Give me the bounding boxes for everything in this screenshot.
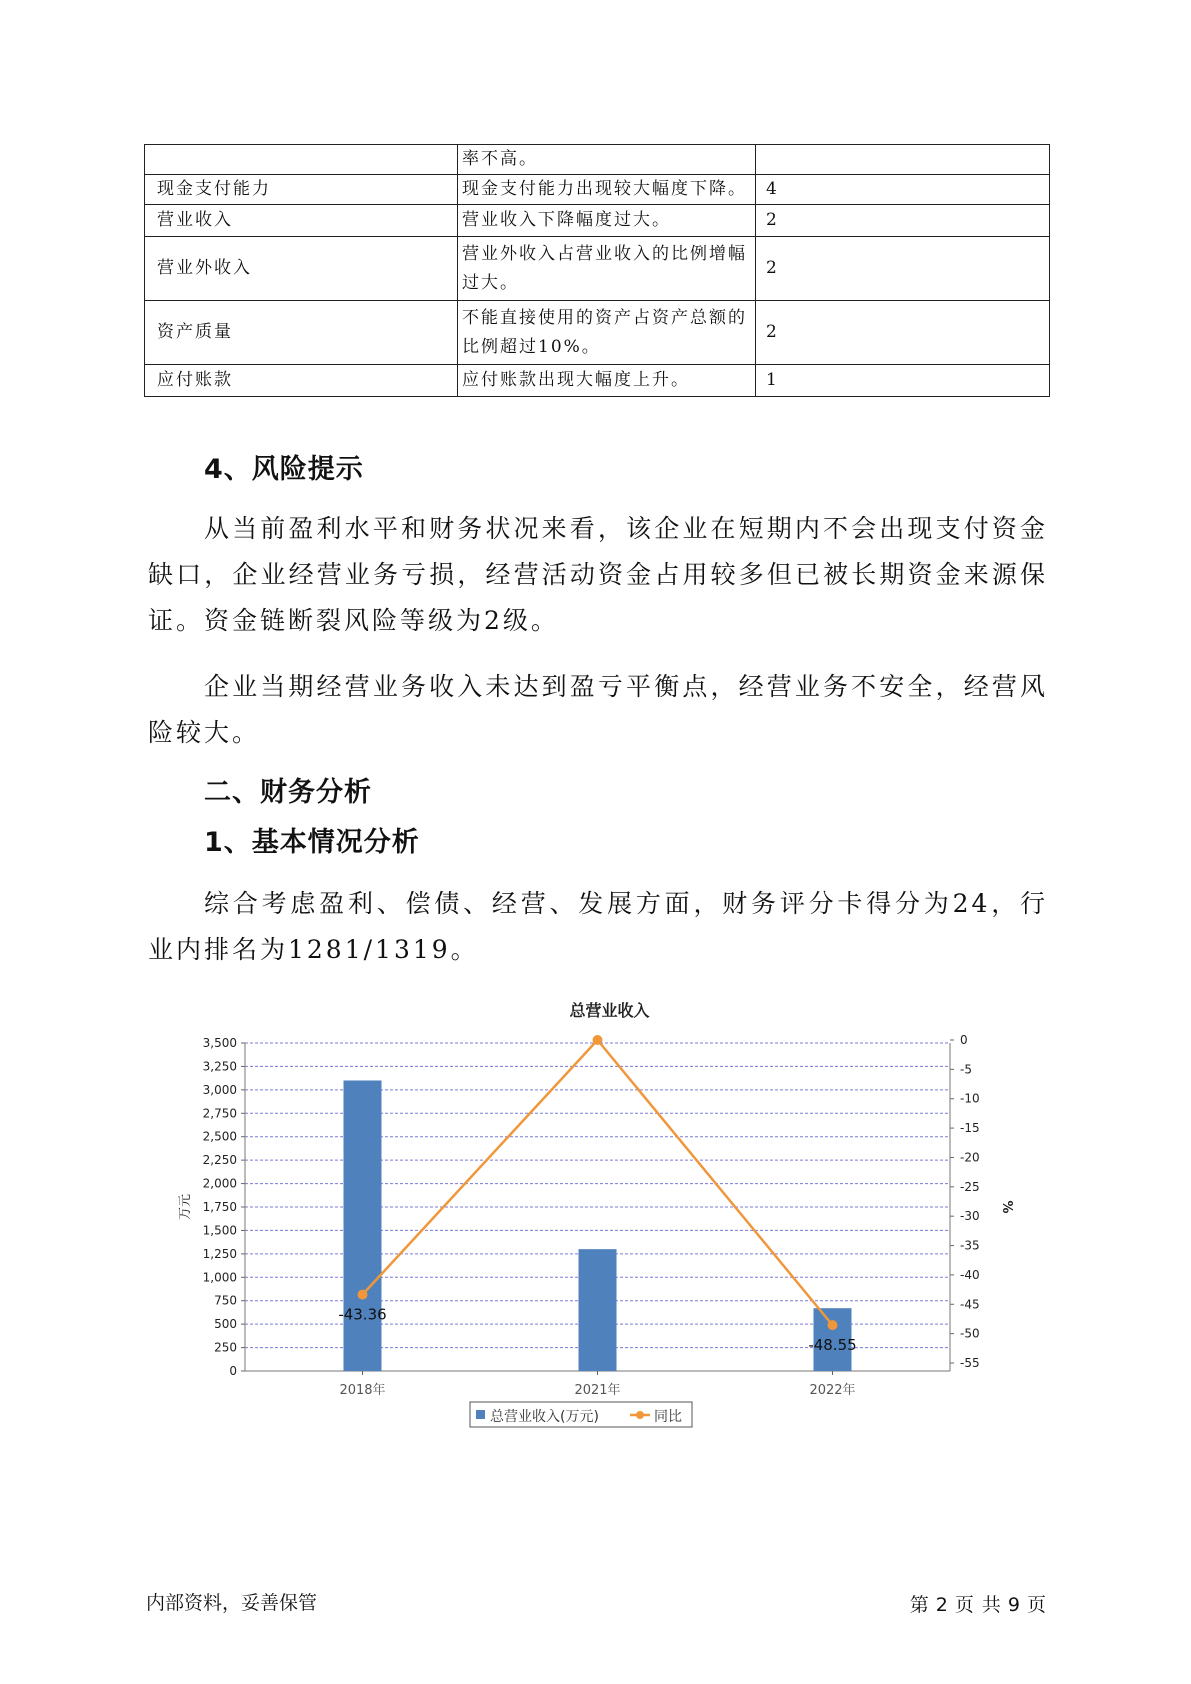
table-row bbox=[145, 237, 1050, 301]
page-prefix: 第 bbox=[909, 1594, 930, 1616]
x-tick-label: 2018年 bbox=[339, 1383, 386, 1398]
legend-label-bar: 总营业收入(万元) bbox=[490, 1409, 599, 1425]
y2-tick-label: -55 bbox=[960, 1356, 980, 1370]
cell-description: 营业外收入占营业收入的比例增幅过大。 bbox=[458, 237, 756, 301]
y2-tick-label: -20 bbox=[960, 1150, 980, 1165]
page-total: 9 bbox=[1007, 1594, 1021, 1616]
legend-swatch-bar bbox=[476, 1410, 485, 1419]
page-suffix: 页 bbox=[1026, 1594, 1047, 1616]
page-current: 2 bbox=[935, 1594, 949, 1616]
table-row bbox=[145, 301, 1050, 365]
y-tick-label: 2,500 bbox=[202, 1129, 237, 1144]
y2-tick-label: -15 bbox=[960, 1121, 980, 1136]
cell-description: 率不高。 bbox=[458, 145, 756, 175]
cell-item: 营业收入 bbox=[145, 205, 458, 237]
cell-score: 1 bbox=[756, 365, 1050, 397]
risk-paragraph-1: 从当前盈利水平和财务状况来看，该企业在短期内不会出现支付资金缺口，企业经营业务亏损，经营活动资金占用较多但已被长期资金来源保证。资金链断裂风险等级为2级。 bbox=[148, 514, 1048, 635]
y-tick-label: 500 bbox=[214, 1317, 237, 1332]
y-tick-label: 0 bbox=[229, 1364, 237, 1378]
table-row bbox=[145, 365, 1050, 397]
y-tick-label: 3,500 bbox=[202, 1036, 237, 1050]
data-label: -48.55 bbox=[808, 1336, 857, 1355]
page-mid: 页 共 bbox=[954, 1594, 1002, 1616]
line-point bbox=[828, 1320, 838, 1330]
y-tick-label: 1,750 bbox=[202, 1200, 237, 1214]
cell-item bbox=[145, 145, 458, 175]
line-point bbox=[593, 1035, 603, 1045]
x-tick-label: 2022年 bbox=[809, 1383, 856, 1398]
risk-table bbox=[144, 144, 1050, 397]
y2-tick-label: -5 bbox=[960, 1062, 972, 1077]
cell-description: 应付账款出现大幅度上升。 bbox=[458, 365, 756, 397]
heading-risk: 4、风险提示 bbox=[204, 454, 364, 485]
y-tick-label: 1,500 bbox=[202, 1223, 237, 1238]
cell-score: 4 bbox=[756, 175, 1050, 205]
table-row bbox=[145, 175, 1050, 205]
table-row bbox=[145, 145, 1050, 175]
bar bbox=[579, 1249, 617, 1371]
cell-score: 2 bbox=[756, 301, 1050, 365]
y-tick-label: 3,250 bbox=[202, 1059, 237, 1074]
y2-axis-label: % bbox=[999, 1200, 1014, 1214]
legend-label-line: 同比 bbox=[654, 1409, 682, 1425]
y2-tick-label: -25 bbox=[960, 1179, 980, 1194]
y-tick-label: 250 bbox=[214, 1340, 237, 1355]
cell-item: 现金支付能力 bbox=[145, 175, 458, 205]
y-tick-label: 3,000 bbox=[202, 1082, 237, 1097]
y2-tick-label: -50 bbox=[960, 1326, 980, 1341]
cell-item: 应付账款 bbox=[145, 365, 458, 397]
y2-tick-label: -35 bbox=[960, 1238, 980, 1253]
x-tick-label: 2021年 bbox=[574, 1383, 621, 1398]
y-tick-label: 1,000 bbox=[202, 1270, 237, 1285]
y-tick-label: 2,250 bbox=[202, 1153, 237, 1168]
cell-description: 营业收入下降幅度过大。 bbox=[458, 205, 756, 237]
y-tick-label: 1,250 bbox=[202, 1246, 237, 1261]
data-label: -43.36 bbox=[338, 1305, 387, 1324]
risk-paragraph-2: 企业当期经营业务收入未达到盈亏平衡点，经营业务不安全，经营风险较大。 bbox=[148, 672, 1048, 747]
cell-item: 资产质量 bbox=[145, 301, 458, 365]
cell-description: 现金支付能力出现较大幅度下降。 bbox=[458, 175, 756, 205]
line-point bbox=[358, 1290, 368, 1300]
legend-swatch-point bbox=[636, 1411, 644, 1419]
table-row bbox=[145, 205, 1050, 237]
cell-description: 不能直接使用的资产占资产总额的比例超过10%。 bbox=[458, 301, 756, 365]
y2-tick-label: -10 bbox=[960, 1091, 980, 1106]
bar bbox=[344, 1080, 382, 1371]
y2-tick-label: 0 bbox=[960, 1033, 968, 1047]
y-axis-label: 万元 bbox=[178, 1193, 193, 1221]
y2-tick-label: -45 bbox=[960, 1297, 980, 1312]
heading-basic-analysis: 1、基本情况分析 bbox=[204, 827, 420, 858]
y-tick-label: 2,750 bbox=[202, 1106, 237, 1121]
revenue-chart bbox=[170, 990, 1030, 1450]
cell-score: 2 bbox=[756, 205, 1050, 237]
cell-item: 营业外收入 bbox=[145, 237, 458, 301]
basic-analysis-paragraph: 综合考虑盈利、偿债、经营、发展方面，财务评分卡得分为24，行业内排名为1281/1319。 bbox=[148, 889, 1048, 964]
heading-finance: 二、财务分析 bbox=[204, 777, 372, 808]
chart-title: 总营业收入 bbox=[569, 1001, 650, 1020]
y-tick-label: 2,000 bbox=[202, 1176, 237, 1191]
y2-tick-label: -40 bbox=[960, 1267, 980, 1282]
cell-score: 2 bbox=[756, 237, 1050, 301]
cell-score bbox=[756, 145, 1050, 175]
footer-page-number bbox=[907, 1590, 1050, 1617]
y2-tick-label: -30 bbox=[960, 1209, 980, 1224]
footer-confidential: 内部资料，妥善保管 bbox=[146, 1592, 318, 1614]
y-tick-label: 750 bbox=[214, 1293, 237, 1308]
